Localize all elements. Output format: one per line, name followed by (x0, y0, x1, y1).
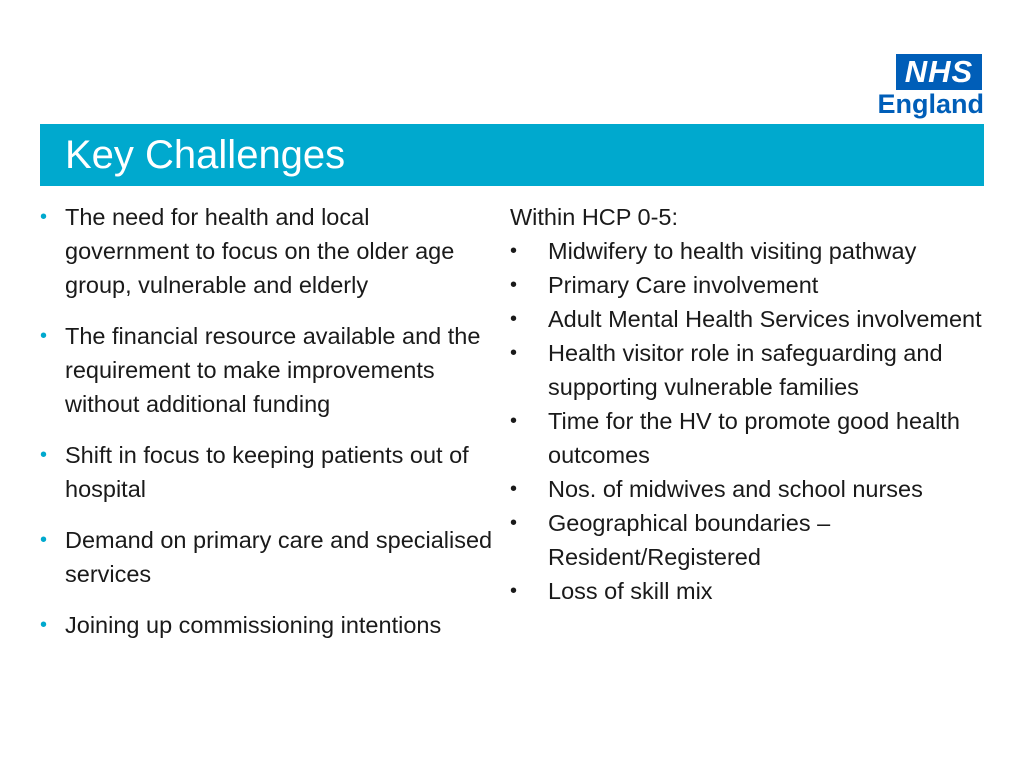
right-list-item (510, 506, 990, 574)
right-list-item-text: Health visitor role in safeguarding and supporting vulnerable families (548, 340, 943, 400)
left-list-item-text: Shift in focus to keeping patients out of hospital (65, 442, 469, 502)
nhs-england-logo (872, 54, 984, 122)
right-list-item (510, 574, 990, 608)
right-list-item-text: Geographical boundaries – Resident/Registered (548, 510, 831, 570)
right-list-item-text: Primary Care involvement (548, 272, 819, 298)
right-column-heading: Within HCP 0-5: (510, 204, 679, 230)
right-list-item-text: Loss of skill mix (548, 578, 713, 604)
left-list-item (40, 319, 500, 421)
bullet-icon: • (510, 410, 518, 432)
bullet-icon: • (510, 512, 518, 534)
right-column (510, 200, 990, 608)
title-bar (40, 124, 984, 186)
bullet-icon: • (40, 325, 48, 347)
right-list-item (510, 472, 990, 506)
bullet-icon: • (510, 308, 518, 330)
bullet-icon: • (40, 206, 48, 228)
bullet-icon: • (510, 478, 518, 500)
left-list-item-text: The financial resource available and the requirement to make improvements without additional funding (65, 323, 481, 417)
left-list-item (40, 608, 500, 642)
left-bullet-list (40, 200, 500, 659)
bullet-icon: • (510, 240, 518, 262)
left-list-item-text: The need for health and local government to focus on the older age group, vulnerable and elderly (65, 204, 455, 298)
right-list-item-text: Midwifery to health visiting pathway (548, 238, 917, 264)
bullet-icon: • (40, 614, 48, 636)
nhs-logo-england-text: England (877, 89, 984, 119)
bullet-icon: • (510, 580, 518, 602)
right-list-item-text: Nos. of midwives and school nurses (548, 476, 923, 502)
right-list-item (510, 404, 990, 472)
nhs-logo-box: NHS (896, 54, 982, 90)
left-list-item-text: Joining up commissioning intentions (65, 612, 442, 638)
right-list-item (510, 234, 990, 268)
right-list-item-text: Time for the HV to promote good health outcomes (548, 408, 960, 468)
left-list-item (40, 523, 500, 591)
bullet-icon: • (40, 444, 48, 466)
right-list-item (510, 336, 990, 404)
right-list-item (510, 268, 990, 302)
bullet-icon: • (510, 274, 518, 296)
bullet-icon: • (510, 342, 518, 364)
left-list-item (40, 438, 500, 506)
right-list-item (510, 302, 990, 336)
left-list-item-text: Demand on primary care and specialised services (65, 527, 493, 587)
bullet-icon: • (40, 529, 48, 551)
slide-title: Key Challenges (65, 133, 346, 177)
left-list-item (40, 200, 500, 302)
right-list-item-text: Adult Mental Health Services involvement (548, 306, 982, 332)
right-bullet-list (510, 234, 990, 608)
